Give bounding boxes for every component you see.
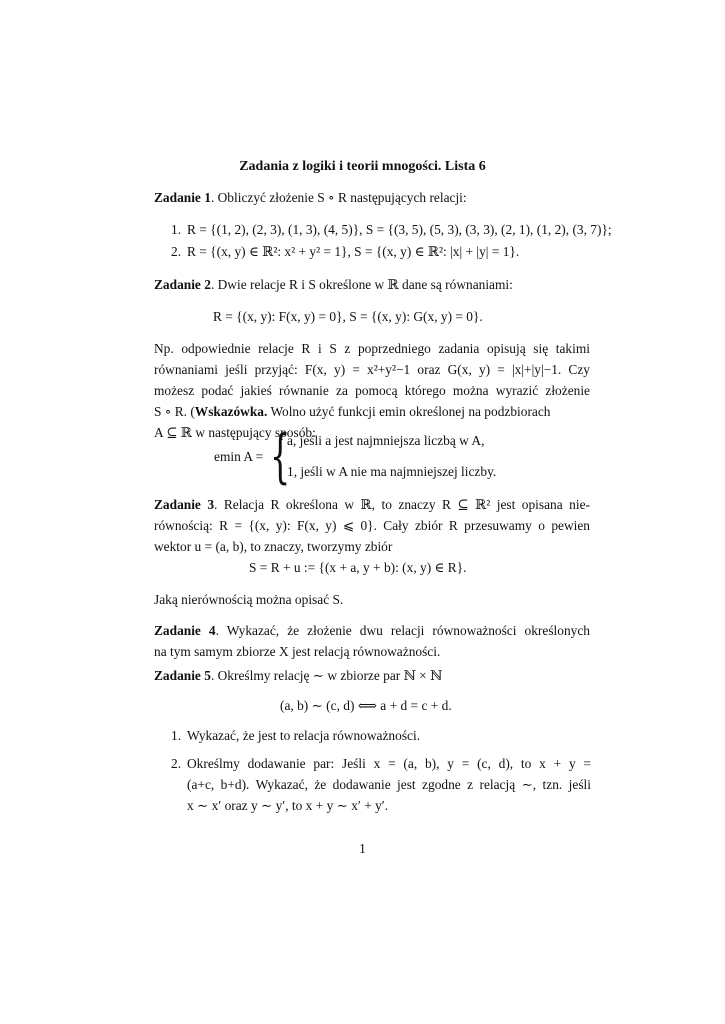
zadanie-4-text: . Wykazać, że złożenie dwu relacji równoważności określonych <box>215 623 590 638</box>
zadanie-3-line-1 <box>154 494 590 516</box>
zadanie-3-display-equation: S = R + u := {(x + a, y + b): (x, y) ∈ R}. <box>249 560 467 575</box>
line-text: S ∘ R. ( <box>154 404 195 419</box>
zadanie-2-line-2: równaniami jeśli przyjąć: F(x, y) = x²+y²−1 oraz G(x, y) = |x|+|y|−1. Czy <box>154 362 590 377</box>
zadanie-5-display-equation: (a, b) ∼ (c, d) ⟺ a + d = c + d. <box>280 698 452 713</box>
item-label: 2. <box>171 756 182 771</box>
zadanie-2-text: . Dwie relacje R i S określone w ℝ dane są równaniami: <box>210 277 513 292</box>
zadanie-5-item-1 <box>171 725 591 747</box>
zadanie-4-line-1 <box>154 620 590 642</box>
emin-case-2: 1, jeśli w A nie ma najmniejszej liczby. <box>287 464 497 479</box>
zadanie-5-item-2-line-2: (a+c, b+d). Wykazać, że dodawanie jest zgodne z relacją ∼, tzn. jeśli <box>187 777 591 792</box>
item-label: 1. <box>171 222 182 237</box>
zadanie-2-heading: Zadanie 2 <box>154 277 211 292</box>
zadanie-1-text: . Obliczyć złożenie S ∘ R następujących relacji: <box>210 190 467 205</box>
zadanie-2-line-1: Np. odpowiednie relacje R i S z poprzedniego zadania opisują się takimi <box>154 341 590 356</box>
zadanie-2-display-equation: R = {(x, y): F(x, y) = 0}, S = {(x, y): G(x, y) = 0}. <box>213 309 483 324</box>
zadanie-2-intro <box>154 274 590 296</box>
item-text: Określmy dodawanie par: Jeśli x = (a, b), y = (c, d), to x + y = <box>187 756 591 771</box>
document-title: Zadania z logiki i teorii mnogości. Lista 6 <box>239 159 486 174</box>
zadanie-5-text: . Określmy relację ∼ w zbiorze par ℕ × ℕ <box>210 668 443 683</box>
zadanie-2-line-4 <box>154 401 590 423</box>
zadanie-3-line-4: Jaką nierównością można opisać S. <box>154 592 344 607</box>
item-text: R = {(1, 2), (2, 3), (1, 3), (4, 5)}, S = {(3, 5), (5, 3), (3, 3), (2, 1), (1, 2), (3, 7)}; <box>187 222 612 237</box>
zadanie-3-text: . Relacja R określona w ℝ, to znaczy R ⊆ ℝ² jest opisana nie- <box>214 497 590 512</box>
zadanie-5-item-2 <box>171 753 591 775</box>
page-number: 1 <box>359 841 366 856</box>
item-label: 1. <box>171 728 182 743</box>
zadanie-5-item-2-line-3: x ∼ x′ oraz y ∼ y′, to x + y ∼ x′ + y′. <box>187 798 389 813</box>
zadanie-1-item-2 <box>171 241 591 263</box>
emin-case-1: a, jeśli a jest najmniejsza liczbą w A, <box>287 433 485 448</box>
zadanie-3-line-2: równością: R = {(x, y): F(x, y) ⩽ 0}. Cały zbiór R przesuwamy o pewien <box>154 518 590 533</box>
left-brace-symbol: { <box>270 422 291 490</box>
zadanie-4-heading: Zadanie 4 <box>154 623 216 638</box>
line-text: Wolno użyć funkcji emin określonej na podzbiorach <box>267 404 551 419</box>
zadanie-1-item-1 <box>171 219 631 241</box>
zadanie-1-intro <box>154 187 590 209</box>
item-label: 2. <box>171 244 182 259</box>
item-text: Wykazać, że jest to relacja równoważności. <box>187 728 421 743</box>
zadanie-1-heading: Zadanie 1 <box>154 190 211 205</box>
zadanie-3-line-3: wektor u = (a, b), to znaczy, tworzymy zbiór <box>154 539 393 554</box>
zadanie-2-line-3: możesz podać jakieś równanie za pomocą którego można wyrazić złożenie <box>154 383 590 398</box>
item-text: R = {(x, y) ∈ ℝ²: x² + y² = 1}, S = {(x, y) ∈ ℝ²: |x| + |y| = 1}. <box>187 244 520 259</box>
zadanie-5-intro <box>154 665 590 687</box>
zadanie-5-heading: Zadanie 5 <box>154 668 211 683</box>
emin-lhs: emin A = <box>214 449 264 464</box>
zadanie-3-heading: Zadanie 3 <box>154 497 215 512</box>
zadanie-2-line-5: A ⊆ ℝ w następujący sposób: <box>154 425 316 440</box>
hint-label: Wskazówka. <box>194 404 268 419</box>
zadanie-4-line-2: na tym samym zbiorze X jest relacją równoważności. <box>154 644 441 659</box>
